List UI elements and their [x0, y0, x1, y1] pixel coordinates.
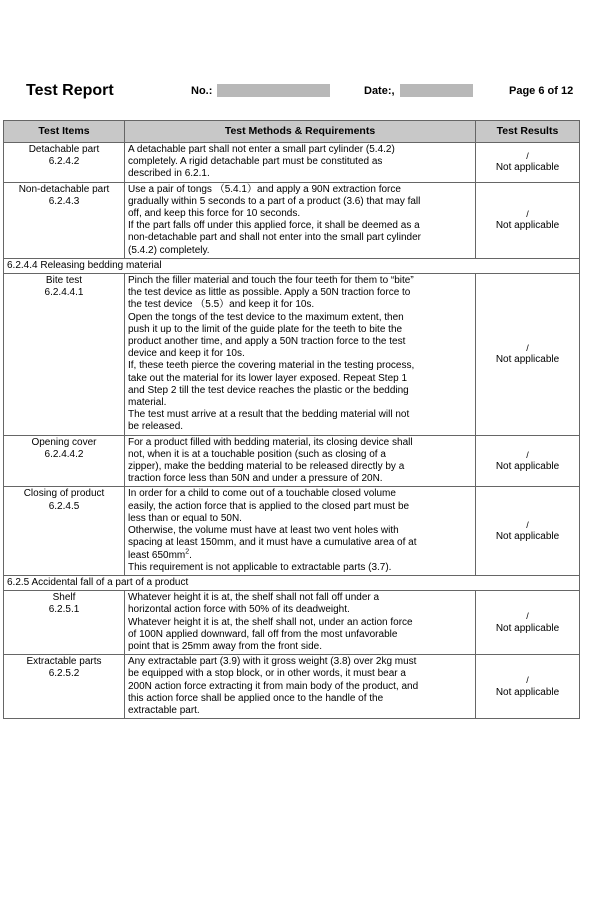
result-text: Not applicable: [495, 220, 560, 232]
requirement-line: [128, 604, 472, 616]
test-item-name: Extractable parts: [26, 656, 102, 668]
requirement-line: [128, 461, 472, 473]
test-item-cell: [4, 143, 125, 183]
test-method-cell: [125, 182, 476, 258]
requirement-line: [128, 336, 472, 348]
requirement-line: [128, 208, 472, 220]
test-method-cell: [125, 435, 476, 487]
test-item-clause: 6.2.5.1: [48, 604, 80, 616]
requirement-line: [128, 513, 472, 525]
test-item-clause: 6.2.4.3: [48, 195, 80, 207]
test-item-cell: [4, 274, 125, 436]
requirement-text: Whatever height it is at, the shelf shall not, under an action force: [128, 616, 413, 628]
requirement-text: horizontal action force with 50% of its deadweight.: [128, 604, 350, 616]
table-row: [4, 182, 580, 258]
requirement-text: not, when it is at a touchable position (such as closing of a: [128, 448, 386, 460]
requirement-text: material.: [128, 397, 167, 409]
requirement-line: [128, 168, 472, 180]
requirement-text: described in 6.2.1.: [128, 168, 210, 180]
section-title: 6.2.4.4 Releasing bedding material: [4, 258, 580, 273]
result-slash: /: [526, 449, 529, 460]
redacted-report-date: [400, 84, 473, 97]
requirement-text: product another time, and apply a 50N traction force to the test: [128, 336, 406, 348]
table-row: [4, 435, 580, 487]
requirement-text: less than or equal to 50N.: [128, 512, 242, 524]
requirement-text: 200N action force extracting it from main body of the product, and: [128, 680, 419, 692]
redacted-report-number: [217, 84, 330, 97]
result-text: Not applicable: [495, 162, 560, 174]
requirement-line: [128, 156, 472, 168]
table-row: [4, 655, 580, 719]
column-header-test-methods: Test Methods & Requirements: [125, 121, 476, 143]
column-header-test-results: Test Results: [476, 121, 580, 143]
requirement-line: This requirement is not applicable to extractable parts (3.7).: [128, 561, 392, 573]
requirement-text: In order for a child to come out of a touchable closed volume: [128, 488, 396, 500]
result-slash: /: [526, 519, 529, 530]
test-item-name: Shelf: [52, 592, 76, 604]
section-row: [4, 258, 580, 273]
requirement-text: (5.4.2) completely.: [128, 244, 210, 256]
test-result-cell: [476, 274, 580, 436]
result-slash: /: [526, 209, 529, 220]
requirement-line: [128, 287, 472, 299]
requirement-text: traction force less than 50N and under a pressure of 20N.: [128, 473, 383, 485]
requirement-line: [128, 409, 472, 421]
requirement-text: If, these teeth pierce the covering material in the testing process,: [128, 360, 415, 372]
test-item-name: Non-detachable part: [18, 183, 110, 195]
requirement-line: [128, 449, 472, 461]
requirement-line: [128, 385, 472, 397]
requirement-line: [128, 196, 472, 208]
section-row: [4, 575, 580, 590]
requirement-line: [128, 184, 472, 196]
test-item-name: Closing of product: [23, 488, 105, 500]
requirement-text: zipper), make the bedding material to be released directly by a: [128, 461, 405, 473]
test-report-table: [3, 120, 580, 719]
result-text: Not applicable: [495, 354, 560, 366]
requirement-text: easily, the action force that is applied to the closed part must be: [128, 500, 410, 512]
report-number-label: No.:: [191, 85, 213, 97]
test-result-cell: [476, 435, 580, 487]
test-result-cell: [476, 487, 580, 575]
test-method-cell: [125, 591, 476, 655]
requirement-text: the test device （5.5）and keep it for 10s.: [128, 299, 315, 311]
requirement-text: gradually within 5 seconds to a part of a product (3.6) that may fall: [128, 195, 421, 207]
table-row: [4, 487, 580, 575]
requirement-line: [128, 437, 472, 449]
requirement-line: [128, 373, 472, 385]
requirement-text: non-detachable part and shall not enter into the small part cylinder: [128, 232, 421, 244]
requirement-text: Any extractable part (3.9) with it gross weight (3.8) over 2kg must: [128, 656, 417, 668]
requirement-text: device and keep it for 10s.: [128, 348, 245, 360]
requirement-text: Whatever height it is at, the shelf shall not fall off under a: [128, 592, 380, 604]
requirement-text: For a product filled with bedding material, its closing device shall: [128, 436, 413, 448]
requirement-line: [128, 629, 472, 641]
test-result-cell: [476, 143, 580, 183]
requirement-line: [128, 537, 472, 549]
requirement-text: be released.: [128, 421, 184, 433]
test-method-cell: [125, 655, 476, 719]
test-result-cell: [476, 182, 580, 258]
table-header-row: [4, 121, 580, 143]
test-method-cell: [125, 274, 476, 436]
requirement-line: [128, 617, 472, 629]
test-item-cell: [4, 435, 125, 487]
requirement-text: push it up to the limit of the guide plate for the teeth to bite the: [128, 323, 403, 335]
requirement-line: [128, 232, 472, 244]
requirement-text: spacing at least 150mm, and it must have a cumulative area of at: [128, 537, 417, 549]
requirement-line: [128, 312, 472, 324]
requirement-text: Open the tongs of the test device to the maximum extent, then: [128, 311, 404, 323]
test-item-clause: 6.2.4.5: [48, 500, 80, 512]
result-slash: /: [526, 611, 529, 622]
test-result-cell: [476, 591, 580, 655]
requirement-text: The test must arrive at a result that the bedding material will not: [128, 409, 410, 421]
test-method-cell: [125, 143, 476, 183]
test-item-cell: [4, 591, 125, 655]
superscript: 2: [185, 548, 190, 556]
column-header-test-items: Test Items: [4, 121, 125, 143]
report-title: Test Report: [26, 82, 114, 99]
result-text: Not applicable: [495, 461, 560, 473]
requirement-text: of 100N applied downward, fall off from the most unfavorable: [128, 628, 398, 640]
requirement-text: this action force shall be applied once to the handle of the: [128, 692, 384, 704]
requirement-text: Pinch the filler material and touch the four teeth for them to “bite”: [128, 275, 414, 287]
test-item-clause: 6.2.4.2: [48, 156, 80, 168]
requirement-text: be equipped with a stop block, or in other words, it must bear a: [128, 668, 406, 680]
result-slash: /: [526, 675, 529, 686]
test-method-cell: [125, 487, 476, 575]
requirement-line: [128, 592, 472, 604]
requirement-line: [128, 488, 472, 500]
table-row: [4, 591, 580, 655]
requirement-line: [128, 473, 472, 485]
test-item-cell: [4, 655, 125, 719]
requirement-text: extractable part.: [128, 704, 200, 716]
requirement-text: least 650mm: [128, 549, 186, 561]
test-item-cell: [4, 487, 125, 575]
requirement-text: completely. A rigid detachable part must be constituted as: [128, 156, 383, 168]
table-row: [4, 143, 580, 183]
requirement-line: [128, 144, 472, 156]
result-slash: /: [526, 343, 529, 354]
requirement-line: [128, 421, 472, 433]
requirement-line: least $650mm^2$.: [128, 548, 192, 561]
page-number: Page 6 of 12: [509, 85, 574, 97]
requirement-line: [128, 693, 472, 705]
requirement-line: [128, 641, 472, 653]
test-item-name: Bite test: [45, 275, 83, 287]
requirement-text: A detachable part shall not enter a small part cylinder (5.4.2): [128, 144, 395, 155]
report-date-label: Date:,: [364, 85, 395, 97]
requirement-text: and Step 2 till the test device reaches the plastic or the bedding: [128, 384, 409, 396]
requirement-line: [128, 397, 472, 409]
result-slash: /: [526, 151, 529, 162]
requirement-line: [128, 275, 472, 287]
requirement-line: [128, 668, 472, 680]
test-item-cell: [4, 182, 125, 258]
requirement-text: the test device as little as possible. Apply a 50N traction force to: [128, 287, 411, 299]
test-item-clause: 6.2.4.4.1: [44, 287, 84, 299]
requirement-line: [128, 525, 472, 537]
result-text: Not applicable: [495, 531, 560, 543]
requirement-line: [128, 501, 472, 513]
requirement-line: [128, 324, 472, 336]
test-result-cell: [476, 655, 580, 719]
requirement-line: [128, 681, 472, 693]
test-item-clause: 6.2.4.4.2: [44, 448, 84, 460]
requirement-line: [128, 705, 472, 717]
result-text: Not applicable: [495, 622, 560, 634]
requirement-line: [128, 656, 472, 668]
requirement-text: If the part falls off under this applied force, it shall be deemed as a: [128, 220, 420, 232]
requirement-line: [128, 299, 472, 311]
test-item-clause: 6.2.5.2: [48, 668, 80, 680]
section-title: 6.2.5 Accidental fall of a part of a product: [4, 575, 580, 590]
test-item-name: Opening cover: [31, 436, 97, 448]
requirement-text: off, and keep this force for 10 seconds.: [128, 208, 301, 220]
table-row: [4, 274, 580, 436]
requirement-line: [128, 360, 472, 372]
result-text: Not applicable: [495, 686, 560, 698]
requirement-line: [128, 245, 472, 257]
requirement-text: take out the material for its lower layer exposed. Repeat Step 1: [128, 372, 408, 384]
requirement-line: [128, 348, 472, 360]
report-header: [0, 78, 600, 106]
test-item-name: Detachable part: [28, 144, 100, 155]
requirement-text: Otherwise, the volume must have at least two vent holes with: [128, 525, 399, 537]
requirement-text: Use a pair of tongs （5.4.1）and apply a 90N extraction force: [128, 183, 401, 195]
requirement-text: point that is 25mm away from the front side.: [128, 640, 322, 652]
requirement-line: [128, 220, 472, 232]
